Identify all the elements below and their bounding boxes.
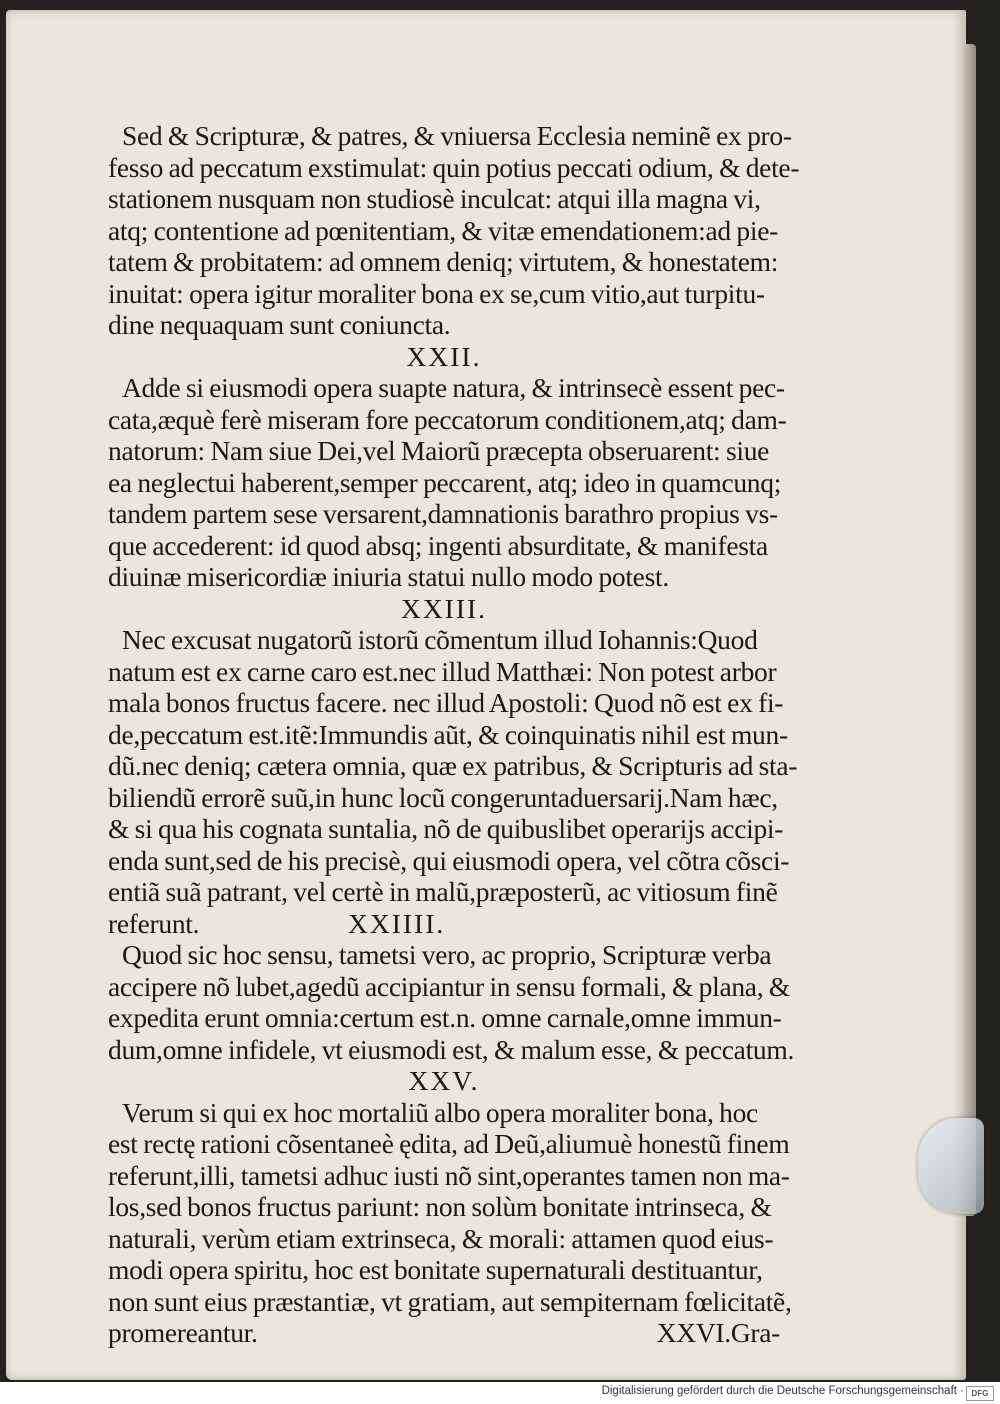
text-line: que accederent: id quod absq; ingenti absurditate, & manifesta <box>108 529 768 561</box>
text-line: dũ.nec deniq; cætera omnia, quæ ex patribus, & Scripturis ad sta- <box>108 750 798 781</box>
catchword: XXVI.Gra- <box>656 1317 780 1348</box>
text-line: natum est ex carne caro est.nec illud Matthæi: Non potest arbor <box>108 655 777 687</box>
section-heading: XXII. <box>406 340 482 372</box>
section-heading: XXIII. <box>400 592 488 624</box>
text-line: & si qua his cognata suntalia, nõ de quibuslibet operarijs accipi- <box>108 813 784 844</box>
text-line: Sed & Scripturæ, & patres, & vniuersa Ecclesia neminẽ ex pro- <box>122 120 792 151</box>
text-line: Verum si qui ex hoc mortaliũ albo opera moraliter bona, hoc <box>122 1096 758 1128</box>
text-line-with-catchword <box>108 1317 780 1349</box>
text-line: referunt,illi, tametsi adhuc iusti nõ sint,operantes tamen non ma- <box>108 1159 790 1191</box>
text-fragment: referunt. <box>108 907 200 939</box>
text-line: modi opera spiritu, hoc est bonitate supernaturali destituantur, <box>108 1254 763 1285</box>
text-line: Quod sic hoc sensu, tametsi vero, ac proprio, Scripturæ verba <box>122 939 772 970</box>
text-line: Nec excusat nugatorũ istorũ cõmentum illud Iohannis:Quod <box>122 624 758 655</box>
section-heading: XXV. <box>408 1065 480 1096</box>
text-line: mala bonos fructus facere. nec illud Apostoli: Quod nõ est ex fi- <box>108 687 784 718</box>
text-line: est rectę rationi cõsentaneè ędita, ad Deũ,aliumuè honestũ finem <box>108 1128 790 1159</box>
page-text <box>108 120 800 1349</box>
text-line: los,sed bonos fructus pariunt: non solùm bonitate intrinseca, & <box>108 1191 772 1222</box>
text-line: naturali, verùm etiam extrinseca, & morali: attamen quod eius- <box>108 1222 774 1254</box>
text-line: dum,omne infidele, vt eiusmodi est, & malum esse, & peccatum. <box>108 1033 795 1065</box>
page-edge <box>962 44 976 1216</box>
text-line: non sunt eius præstantiæ, vt gratiam, aut sempiternam fœlicitatẽ, <box>108 1285 792 1317</box>
paragraph-23 <box>108 624 798 939</box>
text-line: entiã suã patrant, vel certè in malũ,præposterũ, ac vitiosum finẽ <box>108 876 778 907</box>
text-line: tatem & probitatem: ad omnem deniq; virtutem, & honestatem: <box>108 246 779 277</box>
page-clip <box>918 1118 984 1214</box>
paragraph-22 <box>108 372 787 593</box>
text-line: Adde si eiusmodi opera suapte natura, & intrinsecè essent pec- <box>122 372 785 403</box>
text-line: dine nequaquam sunt coniuncta. <box>108 309 451 340</box>
text-line: diuinæ misericordiæ iniuria statui nullo modo potest. <box>108 561 669 592</box>
paragraph-intro <box>108 120 800 341</box>
text-line: natorum: Nam siue Dei,vel Maiorũ præcepta obseruarent: siue <box>108 435 770 466</box>
paragraph-25 <box>108 1096 792 1349</box>
text-line: inuitat: opera igitur moraliter bona ex se,cum vitio,aut turpitu- <box>108 277 765 309</box>
text-line: cata,æquè ferè miseram fore peccatorum conditionem,atq; dam- <box>108 403 787 435</box>
text-line: biliendũ errorẽ suũ,in hunc locũ congeruntaduersarij.Nam hæc, <box>108 781 778 813</box>
text-line: de,peccatum est.itẽ:Immundis aũt, & coinquinatis nihil est mun- <box>108 718 788 750</box>
text-line: enda sunt,sed de his precisè, qui eiusmodi opera, vel cõtra cõsci- <box>108 844 790 876</box>
dfg-logo-icon: DFG <box>966 1386 994 1401</box>
footer-credit: Digitalisierung gefördert durch die Deutsche Forschungsgemeinschaft · <box>601 1385 964 1397</box>
text-fragment: promereantur. <box>108 1317 258 1348</box>
section-heading: XXIIII. <box>348 907 446 939</box>
text-line: fesso ad peccatum exstimulat: quin potius peccati odium, & dete- <box>108 151 800 183</box>
text-line: stationem nusquam non studiosè inculcat: atqui illa magna vi, <box>108 183 761 214</box>
text-line: expedita erunt omnia:certum est.n. omne carnale,omne immun- <box>108 1002 782 1033</box>
footer-bar <box>0 1382 1000 1404</box>
text-line-with-heading <box>108 908 780 940</box>
text-line: ea neglectui haberent,semper peccarent, atq; ideo in quamcunq; <box>108 466 782 498</box>
text-line: tandem partem sese versarent,damnationis barathro propius vs- <box>108 498 778 529</box>
text-line: accipere nõ lubet,agedũ accipiantur in sensu formali, & plana, & <box>108 970 790 1002</box>
paragraph-24 <box>108 939 795 1065</box>
text-line: atq; contentione ad pœnitentiam, & vitæ emendationem:ad pie- <box>108 214 778 246</box>
